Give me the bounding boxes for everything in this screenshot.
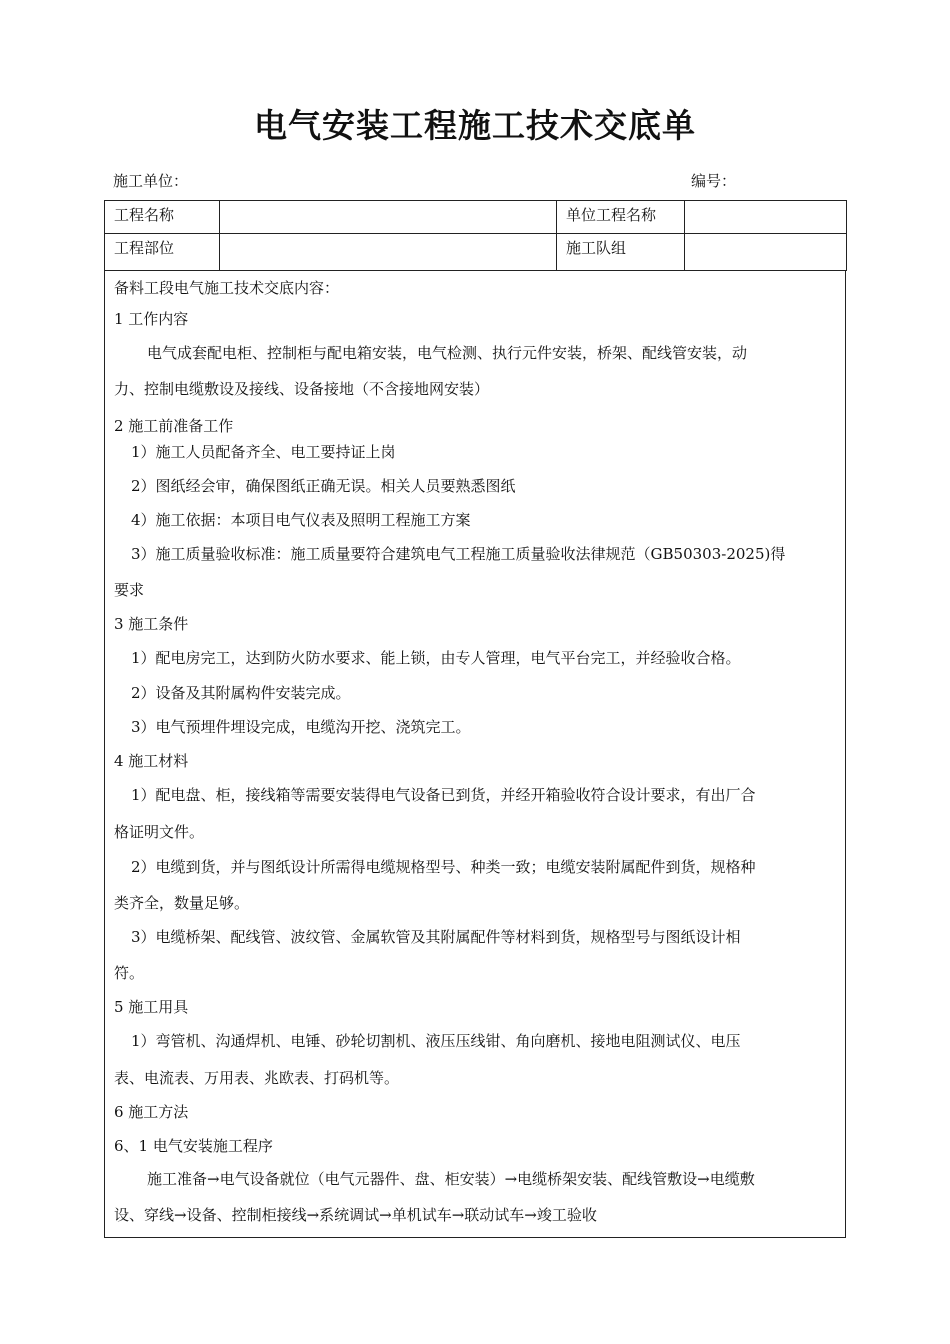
list-item: 2）设备及其附属构件安装完成。 [131, 684, 351, 702]
table-row [105, 234, 847, 271]
section-title: 5 施工用具 [114, 998, 189, 1016]
list-item: 1）配电盘、柜，接线箱等需要安装得电气设备已到货，并经开箱验收符合设计要求，有出厂合 [131, 786, 756, 804]
section-title: 3 施工条件 [114, 615, 189, 633]
list-item: 3）施工质量验收标准：施工质量要符合建筑电气工程施工质量验收法律规范（GB50303-2025)得 [131, 545, 786, 563]
team-label: 施工队组 [557, 234, 685, 271]
content-heading: 备料工段电气施工技术交底内容： [114, 279, 340, 297]
list-item: 格证明文件。 [114, 823, 205, 841]
list-item: 类齐全，数量足够。 [114, 894, 250, 912]
construction-unit-label: 施工单位： [113, 172, 189, 190]
paragraph-line: 电气成套配电柜、控制柜与配电箱安装，电气检测、执行元件安装，桥架、配线管安装，动 [147, 344, 748, 362]
unit-project-label: 单位工程名称 [557, 201, 685, 234]
list-item: 2）图纸经会审，确保图纸正确无误。相关人员要熟悉图纸 [131, 477, 516, 495]
list-item: 4）施工依据：本项目电气仪表及照明工程施工方案 [131, 511, 471, 529]
list-item: 2）电缆到货，并与图纸设计所需得电缆规格型号、种类一致；电缆安装附属配件到货，规格种 [131, 858, 756, 876]
document-number-label: 编号： [691, 172, 737, 190]
list-item: 表、电流表、万用表、兆欧表、打码机等。 [114, 1069, 400, 1087]
project-part-label: 工程部位 [105, 234, 220, 271]
section-title: 6 施工方法 [114, 1103, 189, 1121]
section-title: 4 施工材料 [114, 752, 189, 770]
page-title: 电气安装工程施工技术交底单 [254, 106, 696, 145]
paragraph-line: 设、穿线→设备、控制柜接线→系统调试→单机试车→联动试车→竣工验收 [114, 1206, 597, 1224]
table-row [105, 201, 847, 234]
list-item: 1）配电房完工，达到防火防水要求、能上锁，由专人管理，电气平台完工，并经验收合格。 [131, 649, 741, 667]
list-item: 3）电缆桥架、配线管、波纹管、金属软管及其附属配件等材料到货，规格型号与图纸设计相 [131, 928, 741, 946]
paragraph-line: 力、控制电缆敷设及接线、设备接地（不含接地网安装） [114, 380, 490, 398]
section-title: 1 工作内容 [114, 310, 189, 328]
list-item: 1）施工人员配备齐全、电工要持证上岗 [131, 443, 396, 461]
list-item: 1）弯管机、沟通焊机、电锤、砂轮切割机、液压压线钳、角向磨机、接地电阻测试仪、电压 [131, 1032, 741, 1050]
list-item: 要求 [114, 581, 145, 599]
unit-project-value [685, 201, 847, 234]
paragraph-line: 施工准备→电气设备就位（电气元器件、盘、柜安装）→电缆桥架安装、配线管敷设→电缆敷 [147, 1170, 755, 1188]
subsection-title: 6、1 电气安装施工程序 [114, 1137, 273, 1155]
header-table [104, 200, 847, 271]
team-value [685, 234, 847, 271]
section-title: 2 施工前准备工作 [114, 417, 234, 435]
project-part-value [220, 234, 557, 271]
project-name-label: 工程名称 [105, 201, 220, 234]
content-box [104, 270, 846, 1238]
list-item: 符。 [114, 964, 145, 982]
list-item: 3）电气预埋件埋设完成，电缆沟开挖、浇筑完工。 [131, 718, 471, 736]
project-name-value [220, 201, 557, 234]
